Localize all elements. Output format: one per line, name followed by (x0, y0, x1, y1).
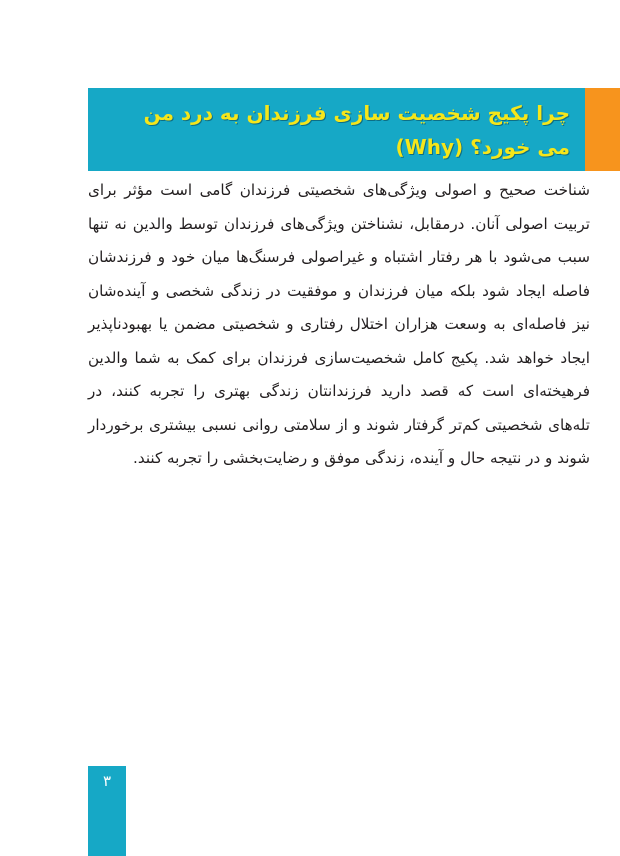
section-title: چرا پکیج شخصیت سازی فرزندان به درد من می خورد؟ (Why) (143, 101, 570, 159)
page-number: ۳ (102, 772, 112, 790)
body-paragraph: شناخت صحیح و اصولی ویژگی‌های شخصیتی فرزندان گامی است مؤثر برای تربیت اصولی آنان. درمقابل، نشناختن ویژگی‌های فرزندان توسط والدین نه تنها سبب می‌شود با هر رفتار اشتباه و غیراصولی فرسنگ‌ها میان خود و فرزندشان فاصله ایجاد شود بلکه میان فرزندان و موفقیت در زندگی شخصی و آینده‌شان نیز فاصله‌ای به وسعت هزاران اختلال رفتاری و شخصیتی مضمن یا بهبودناپذیر ایجاد خواهد شد. پکیج کامل شخصیت‌سازی فرزندان برای کمک به شما والدین فرهیخته‌ای است که قصد دارید فرزندانتان زندگی بهتری را تجربه کنند، در تله‌های شخصیتی کم‌تر گرفتار شوند و از سلامتی روانی نسبی بیشتری برخوردار شوند و در نتیجه حال و آینده، زندگی موفق و رضایت‌بخشی را تجربه کنند. (88, 181, 590, 467)
accent-tab (585, 88, 620, 171)
